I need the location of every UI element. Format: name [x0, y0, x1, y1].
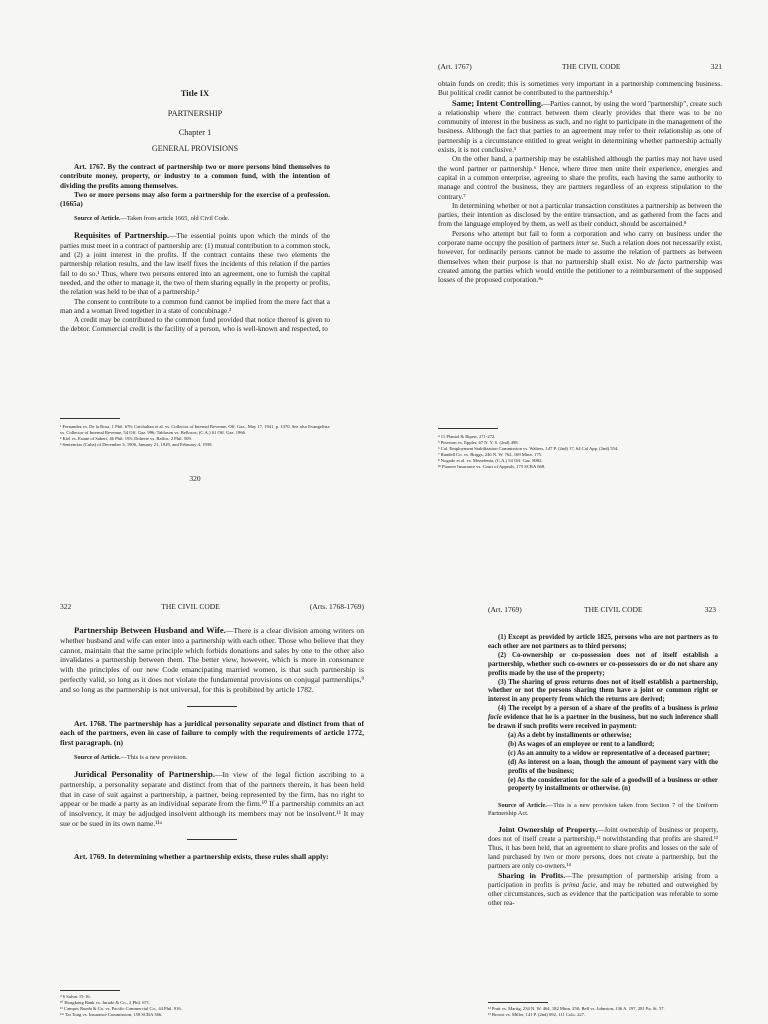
rule-subitem: (b) As wages of an employee or rent to a landlord;	[508, 740, 655, 748]
page-321	[384, 0, 768, 512]
body-320	[60, 163, 330, 335]
section-heading: Sharing in Profits.	[498, 870, 566, 880]
art-text-2: Two or more persons may also form a partnership for the exercise of a profession. (1665a)	[60, 190, 330, 209]
header-left: (Art. 1769)	[488, 605, 522, 614]
source-label: Source of Article.	[74, 753, 121, 761]
paragraph-part: Persons who attempt but fail to form a corporation and who carry on business under the corporate name occupy the position of partners	[438, 229, 722, 248]
paragraph: obtain funds on credit; this is sometimes very important in a partnership commencing business. But political credit cannot be contributed to the partnership.⁴	[438, 80, 722, 98]
header-title: THE CIVIL CODE	[562, 62, 621, 71]
body-322	[60, 626, 364, 862]
paragraph-part: . Such a relation does not necessarily exist, however, for ordinarily persons cannot be made to assume the relation of partners as between themselves when their purpose is that no partnership shall exist. No	[438, 239, 722, 266]
italic-term: de facto	[648, 257, 673, 266]
footnote-rule	[60, 418, 120, 419]
running-header	[438, 62, 722, 71]
source-text: —Taken from article 1665, old Civil Code.	[120, 215, 230, 223]
footnote-rule	[60, 990, 120, 991]
paragraph: —In view of the legal fiction ascribing to a partnership, a personality separate and distinct from that of the partners therein, it has been held that in case of suit against a partnership, a partner, being represented by the firm, has no right to appear or be made a party as an individual separate from the firm.¹⁰ If a partnership commits an act of insolvency, it may be adjudged insolvent although its members may not be insolvent.¹¹ It may sue or be sued in its own name.¹¹ᵃ	[60, 769, 364, 828]
paragraph: A credit may be contributed to the common fund provided that notice thereof is given to the debtor. Commercial credit is the facility of a person, who is well-known and respected, to	[60, 316, 330, 334]
footnote: ⁹ 6 Salvat 15-16.	[60, 994, 91, 999]
separator	[187, 839, 237, 840]
paragraph-part: —The presumption of partnership arising from a participation in profits is	[488, 872, 718, 889]
italic-term: inter se	[576, 239, 598, 248]
paragraph: —Joint ownership of business or property, does not of itself create a partnership,¹² notwithstanding that profits are shared.¹³ Thus, it has been held, that an agreement to share profits and losses on the sale of land purchased by two or more persons, does not create a partnership, but the partners are only co-owners.¹⁴	[488, 827, 718, 870]
footnote: ⁶ Cal. Employment Stabilization Commission vs. Walters, 147 P. (2nd) 17, 64 Cal App. (2nd) 554.	[438, 446, 619, 451]
footnote: ⁴ 11 Planiol & Ripert, 271-272.	[438, 434, 496, 439]
footnote: ¹¹ Campos Rueda & Co. vs. Pacific Commercial Co., 44 Phil. 916.	[60, 1006, 182, 1011]
section-heading: Same; Intent Controlling.	[452, 98, 543, 108]
header-title: THE CIVIL CODE	[161, 602, 220, 611]
chapter-title: GENERAL PROVISIONS	[151, 144, 239, 153]
paragraph: In determining whether or not a particular transaction constitutes a partnership as between the parties, their intention as disclosed by the entire transaction, and as gathered from the facts and from the language employed by them, as well as their conduct, should be ascertained.⁸	[438, 201, 722, 229]
body-323	[488, 634, 718, 908]
page-323	[384, 512, 768, 1024]
footnote: ¹ Fernandez vs. De la Rosa, 1 Phil. 676; Catchalian et al. vs. Collector of Internal Revenue, Off. Gaz., May 17, 1941, p. 1370. See also Evangelista vs. Collector of Internal Revenue, 54 Off. Gaz. 996; Tablason vs. Bellosos, (C.A.) 61 Off. Gaz. 1966.	[60, 424, 330, 435]
section-heading: Requisites of Partnership.	[74, 231, 170, 241]
paragraph: —Parties cannot, by using the word "partnership", create such a relationship where the contract between them clearly provides that there was to be no community of interest in the business as such, and no right to participate in the management of the business. Although the fact that parties to an agreement may refer to their relationship as one of partnership is a circumstance entitled to great weight in determining whether partnership actually exists, it is not conclusive.⁵	[438, 99, 722, 155]
footnotes-321	[438, 434, 722, 470]
art-number: Art. 1768.	[74, 718, 107, 728]
paragraph-part: partnership was created among the parties which would entitle the petitioner to a reimbursement of the supposed losses of the proposed corporation.⁸ᵃ	[438, 257, 722, 285]
source-label: Source of Article.	[74, 215, 121, 223]
page-322	[0, 512, 384, 1024]
footnote-rule	[438, 428, 498, 429]
source-text: —This is a new provision taken from Section 7 of the Uniform Partnership Act.	[488, 802, 718, 818]
chapter: Chapter 1	[178, 128, 212, 137]
rule-subitem: (c) As an annuity to a widow or representative of a deceased partner;	[508, 749, 711, 757]
rule-item: evidence that he is a partner in the business, but no such inference shall be drawn if such profits were received in payment:	[488, 714, 718, 731]
body-321	[438, 80, 722, 286]
footnote: ⁷ Randell Co. vs. Briggs, 246 N. W. 762, 169 Minn. 175.	[438, 452, 543, 457]
separator	[187, 706, 237, 707]
section-heading: Joint Ownership of Property.	[498, 825, 598, 835]
header-page-number: 323	[704, 605, 716, 614]
source-text: —This is a new provision.	[120, 753, 188, 761]
footnote: ⁵ Peterson vs. Eppler, 67 N. Y. S. (2nd) 498.	[438, 440, 519, 445]
title: Title IX	[180, 88, 210, 98]
paragraph: —The essential points upon which the minds of the parties must meet in a contract of partnership are: (1) mutual contribution to a common stock, and (2) a joint interest in the profits. If the contract contains these two elements the partnership relation results, and the law itself fixes the incidents of this relation if the parties fail to do so.¹ Thus, where two persons entered into an agreement, one to furnish the capital needed, and the other to manage it, the two of them sharing equally in the property or profits, the relation was held to be that of a partnership.²	[60, 232, 330, 297]
header-left: (Art. 1767)	[438, 62, 472, 71]
header-page-number: 322	[60, 602, 72, 611]
page-number: 320	[189, 474, 201, 483]
section-heading: Juridical Personality of Partnership.	[74, 768, 215, 779]
paragraph-part: , and may be rebutted and outweighed by other circumstances, such as evidence that the participation was referable to some other rea-	[488, 881, 718, 907]
footnotes-322	[60, 994, 360, 1018]
subtitle: PARTNERSHIP	[167, 109, 223, 118]
running-header	[488, 605, 716, 614]
footnote-rule	[488, 1002, 548, 1003]
footnotes-320	[60, 424, 330, 448]
italic-term: prima facie	[488, 705, 718, 722]
footnote: ¹² Pratt vs. Martig, 234 N. W. 464, 182 Minn. 250; Bell vs. Johnston, 136 A. 197, 281 Pa. St. 57.	[488, 1006, 665, 1011]
rule-subitem: (a) As a debt by installments or otherwise;	[508, 731, 632, 739]
art-number: Art. 1769.	[74, 851, 107, 861]
footnote: ¹⁰ Hongkong Bank vs. Jurado & Co., 2 Phil. 671.	[60, 1000, 151, 1005]
paragraph: The consent to contribute to a common fund cannot be implied from the mere fact that a man and a woman lived together in a state of concubinage.³	[60, 297, 330, 315]
paragraph: —There is a clear division among writers on whether husband and wife can enter into a partnership with each other. Those who believe that they cannot, maintain that the same principle which forbids donations and sales by one to the other also invalidates a partnership between them. The better view, however, which is more in consonance with the principles of our new Code emancipating married women, is that such partnership is perfectly valid, so long as it does not violate the fundamental provisions on conjugal partnerships,⁹ and so long as the partnership is not universal, for this is prohibited by article 1782.	[60, 626, 364, 694]
footnote: ¹³ Brown vs. Miller, 141 P. (2nd) 692, 111 Colo. 227.	[488, 1012, 586, 1017]
footnote: ⁸ᵃ Pioneer Insurance vs. Court of Appeals, 175 SCRA 668.	[438, 464, 546, 469]
rule-item: (2) Co-ownership or co-possession does not of itself establish a partnership, whether such co-owners or co-possessors do or do not share any profits made by the use of the property;	[488, 651, 718, 677]
header-right: (Arts. 1768-1769)	[309, 602, 364, 611]
footnotes-323	[488, 1006, 718, 1018]
art-text: In determining whether a partnership exists, these rules shall apply:	[106, 851, 329, 861]
rule-item: (4) The receipt by a person of a share of the profits of a business is	[498, 705, 702, 713]
art-text: By the contract of partnership two or more persons bind themselves to contribute money, property, or industry to a common fund, with the intention of dividing the profits among themselves.	[60, 163, 330, 190]
rule-item: (3) The sharing of gross returns does not of itself establish a partnership, whether or not the persons sharing them have a joint or common right or interest in any property from which the returns are derived;	[488, 678, 718, 704]
footnote: ³ Sentencias (Cuba) of December 3, 1906, January 21, 1929, and February 4, 1939.	[60, 442, 213, 447]
source-label: Source of Article.	[498, 802, 547, 810]
rule-item: (1) Except as provided by article 1825, persons who are not partners as to each other are not partners as to third persons;	[488, 634, 718, 650]
footnote: ² Kiel vs. Estate of Sabert, 46 Phil. 193; Doherte vs. Ralfos, 2 Phil. 509.	[60, 436, 192, 441]
rule-subitem: (e) As the consideration for the sale of a goodwill of a business or other property by installments or otherwise. (n)	[508, 776, 718, 793]
section-heading: Partnership Between Husband and Wife.	[74, 625, 226, 635]
art-text: The partnership has a juridical personality separate and distinct from that of each of the partners, even in case of failure to comply with the requirements of article 1772, first paragraph. (n)	[60, 718, 364, 748]
header-title: THE CIVIL CODE	[584, 605, 643, 614]
page-320	[0, 0, 384, 512]
art-number: Art. 1767.	[74, 163, 106, 171]
footnote: ⁸ Nogado et al. vs. Mezadenia, (C.A.) 54 Off. Gaz. 8082.	[438, 458, 543, 463]
paragraph: On the other hand, a partnership may be established although the parties may not have used the word partner or partnership.⁶ Hence, where three men unite their experience, energies and capital in a common enterprise, agreeing to share the profits, each having the same authority to manage and control the business, they are partners regardless of an express stipulation to the contrary.⁷	[438, 155, 722, 201]
title-block	[60, 88, 330, 153]
header-page-number: 321	[710, 62, 722, 71]
italic-term: prima facie	[562, 881, 596, 889]
rule-subitem: (d) As interest on a loan, though the amount of payment vary with the profits of the business;	[508, 758, 718, 775]
running-header	[60, 602, 364, 611]
footnote: ¹¹ᵃ Tai Tong vs. Insurance Commission, 158 SCRA 366.	[60, 1012, 163, 1017]
